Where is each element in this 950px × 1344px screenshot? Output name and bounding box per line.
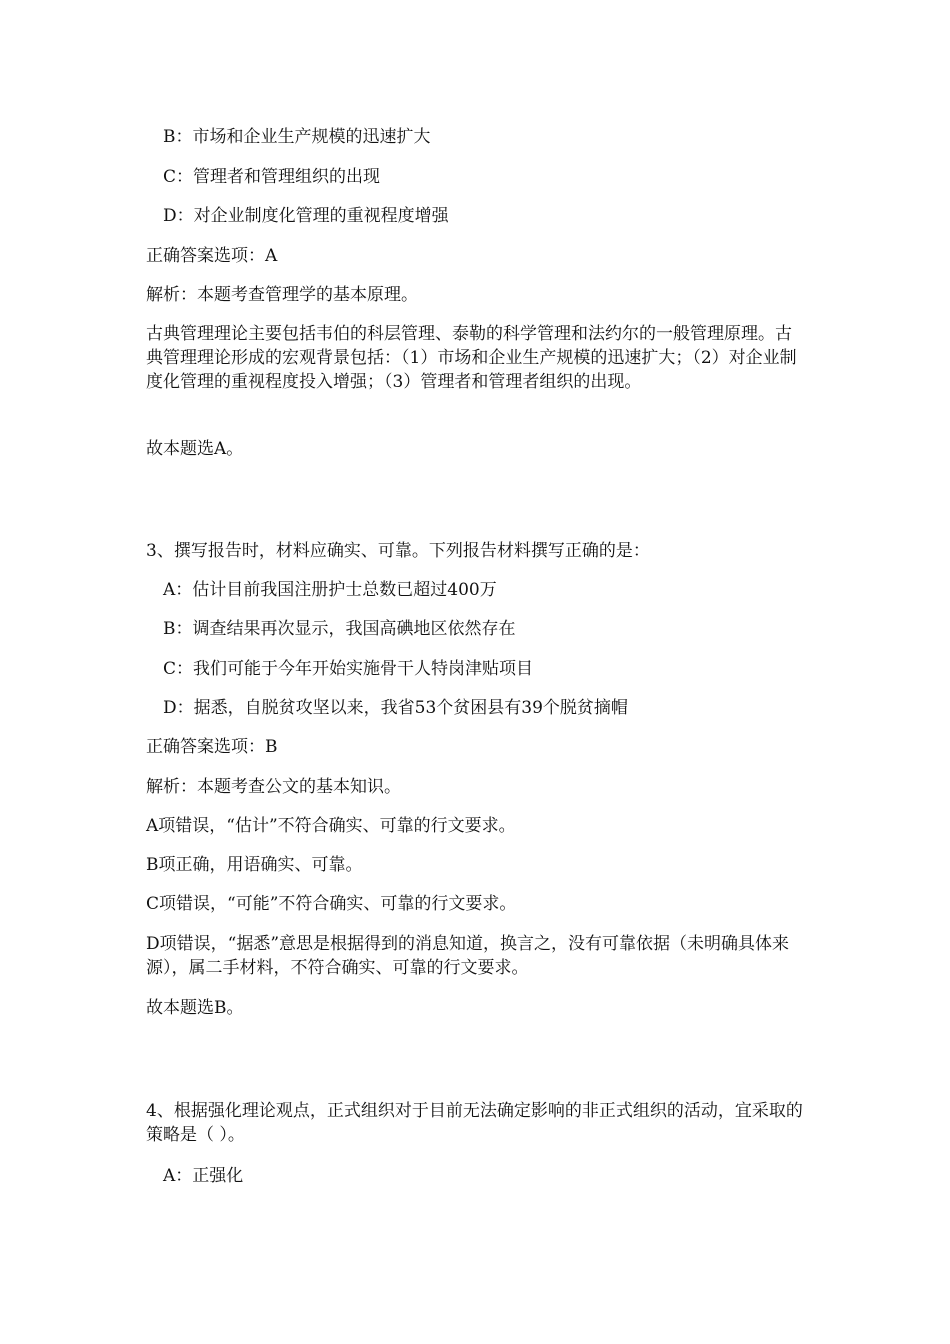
q3-analysis-d: D项错误，“据悉”意思是根据得到的消息知道，换言之，没有可靠依据（未明确具体来源），属二手材料，不符合确实、可靠的行文要求。 xyxy=(146,934,790,978)
q2-option-b: B：市场和企业生产规模的迅速扩大 xyxy=(163,127,431,147)
q3-option-b: B：调查结果再次显示，我国高碘地区依然存在 xyxy=(163,619,516,639)
q2-answer: 正确答案选项：A xyxy=(146,246,278,266)
q2-option-d: D：对企业制度化管理的重视程度增强 xyxy=(163,206,449,226)
q3-analysis-title: 解析：本题考查公文的基本知识。 xyxy=(146,777,401,797)
q2-analysis-title: 解析：本题考查管理学的基本原理。 xyxy=(146,285,418,305)
q3-question: 3、撰写报告时，材料应确实、可靠。下列报告材料撰写正确的是： xyxy=(146,541,650,561)
q4-question: 4、根据强化理论观点，正式组织对于目前无法确定影响的非正式组织的活动，宜采取的策略是（ ）。 xyxy=(146,1101,803,1145)
q2-analysis-body: 古典管理理论主要包括韦伯的科层管理、泰勒的科学管理和法约尔的一般管理原理。古典管理理论形成的宏观背景包括：（1）市场和企业生产规模的迅速扩大；（2）对企业制度化管理的重视程度投入增强；（3）管理者和管理者组织的出现。 xyxy=(146,324,797,392)
q3-option-c: C：我们可能于今年开始实施骨干人特岗津贴项目 xyxy=(163,659,534,679)
q2-conclusion: 故本题选A。 xyxy=(146,439,244,459)
q3-option-d: D：据悉，自脱贫攻坚以来，我省53个贫困县有39个脱贫摘帽 xyxy=(163,698,628,718)
q3-answer: 正确答案选项：B xyxy=(146,737,278,757)
q3-analysis-b: B项正确，用语确实、可靠。 xyxy=(146,855,363,875)
q3-conclusion: 故本题选B。 xyxy=(146,998,244,1018)
q2-option-c: C：管理者和管理组织的出现 xyxy=(163,167,381,187)
q4-option-a: A：正强化 xyxy=(163,1166,244,1186)
q3-analysis-a: A项错误，“估计”不符合确实、可靠的行文要求。 xyxy=(146,816,516,836)
q3-analysis-c: C项错误，“可能”不符合确实、可靠的行文要求。 xyxy=(146,894,517,914)
q3-option-a: A：估计目前我国注册护士总数已超过400万 xyxy=(163,580,497,600)
